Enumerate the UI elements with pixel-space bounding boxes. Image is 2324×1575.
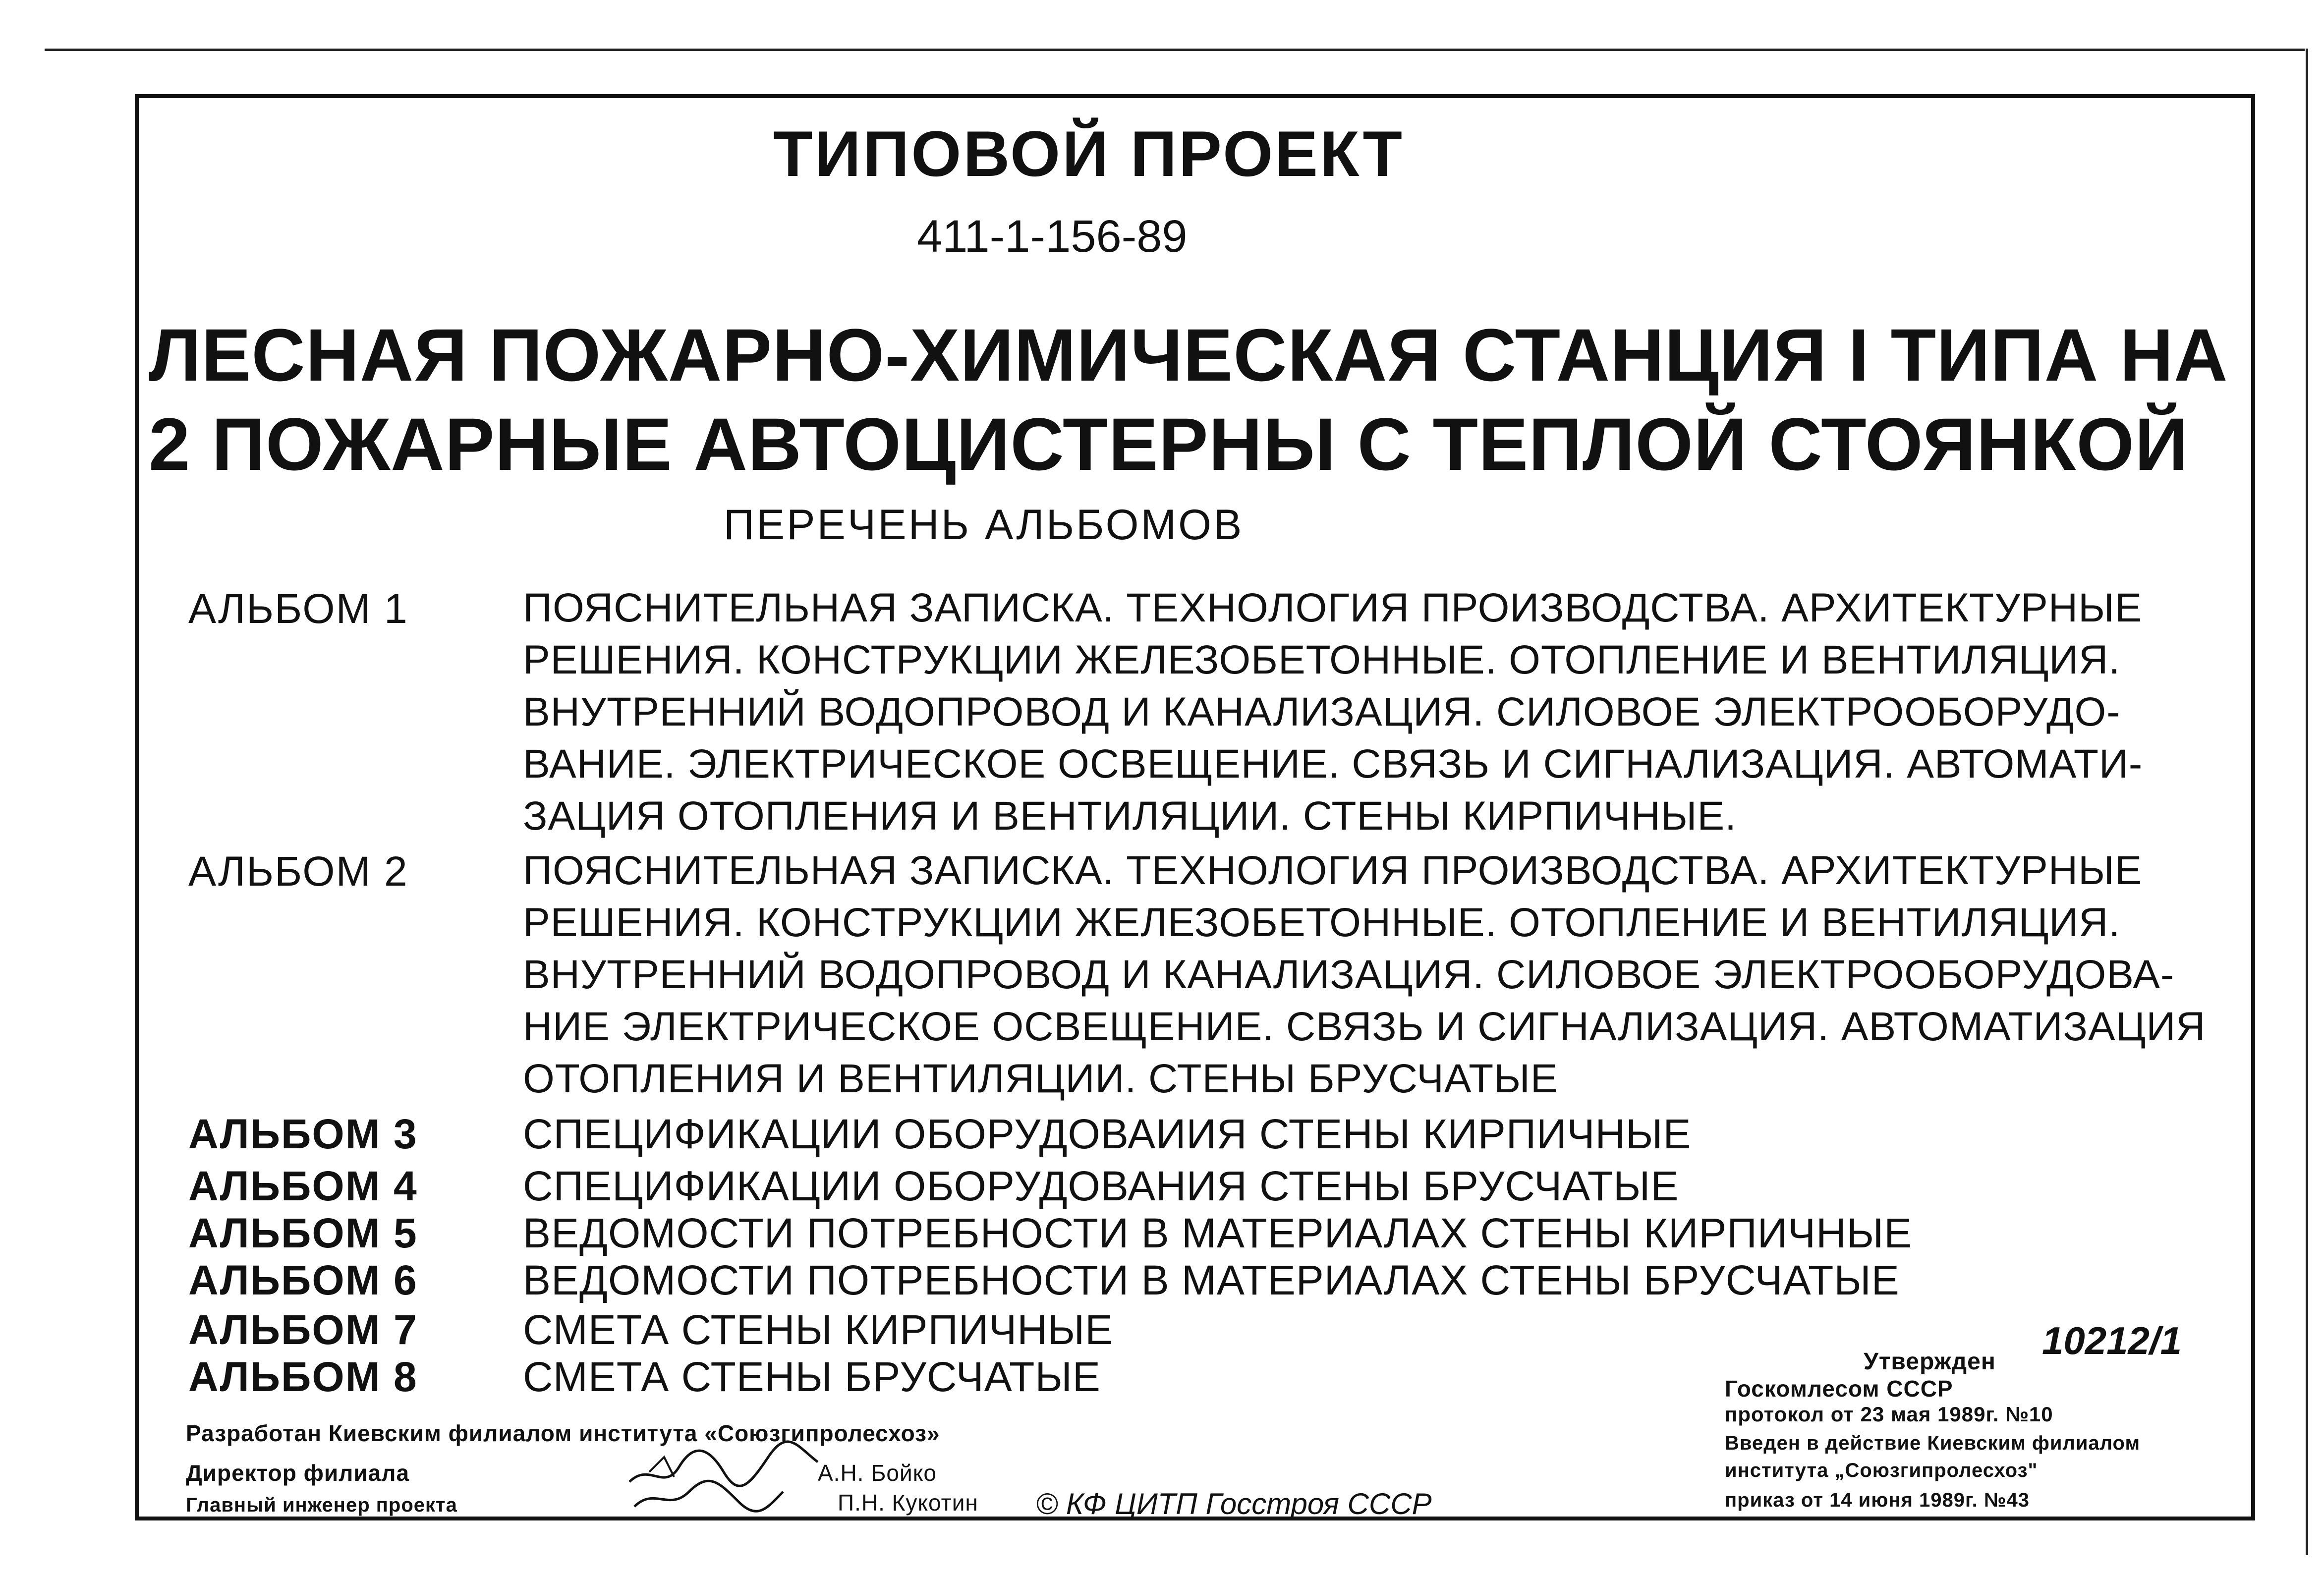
developer-line: Разработан Киевским филиалом института «Союзгипролесхоз» [186,1420,940,1446]
project-title-line-1: ЛЕСНАЯ ПОЖАРНО-ХИМИЧЕСКАЯ СТАНЦИЯ I ТИПА НА [149,313,2228,396]
album-label: АЛЬБОМ 3 [188,1111,418,1157]
approval-line: Введен в действие Киевским филиалом [1725,1432,2141,1454]
album-description-line: ВЕДОМОСТИ ПОТРЕБНОСТИ В МАТЕРИАЛАХ СТЕНЫ БРУСЧАТЫЕ [523,1257,1900,1303]
album-description-line: СМЕТА СТЕНЫ КИРПИЧНЫЕ [523,1306,1114,1353]
album-description-line: ВНУТРЕННИЙ ВОДОПРОВОД И КАНАЛИЗАЦИЯ. СИЛОВОЕ ЭЛЕКТРООБОРУДО- [523,689,2121,734]
album-label: АЛЬБОМ 8 [188,1353,418,1400]
project-title-line-2: 2 ПОЖАРНЫЕ АВТОЦИСТЕРНЫ С ТЕПЛОЙ СТОЯНКОЙ [149,402,2189,486]
chief-engineer-name: П.Н. Кукотин [838,1490,978,1516]
sheet-edge-right [2306,49,2308,1555]
album-description-line: ОТОПЛЕНИЯ И ВЕНТИЛЯЦИИ. СТЕНЫ БРУСЧАТЫЕ [523,1056,1558,1101]
album-description-line: СПЕЦИФИКАЦИИ ОБОРУДОВАНИЯ СТЕНЫ БРУСЧАТЫЕ [523,1163,1679,1209]
album-description-line: ЗАЦИЯ ОТОПЛЕНИЯ И ВЕНТИЛЯЦИИ. СТЕНЫ КИРПИЧНЫЕ. [523,793,1737,839]
project-number: 411-1-156-89 [917,211,1188,262]
chief-engineer-label: Главный инженер проекта [186,1494,457,1516]
album-description-line: ВНУТРЕННИЙ ВОДОПРОВОД И КАНАЛИЗАЦИЯ. СИЛОВОЕ ЭЛЕКТРООБОРУДОВА- [523,952,2175,997]
approval-line: Утвержден [1864,1349,1996,1375]
album-label: АЛЬБОМ 1 [188,585,408,632]
album-list-heading: ПЕРЕЧЕНЬ АЛЬБОМОВ [724,501,1244,549]
album-description-line: ВАНИЕ. ЭЛЕКТРИЧЕСКОЕ ОСВЕЩЕНИЕ. СВЯЗЬ И СИГНАЛИЗАЦИЯ. АВТОМАТИ- [523,741,2143,787]
album-description-line: РЕШЕНИЯ. КОНСТРУКЦИИ ЖЕЛЕЗОБЕТОННЫЕ. ОТОПЛЕНИЕ И ВЕНТИЛЯЦИЯ. [523,637,2121,682]
signatures-image [620,1427,828,1517]
album-label: АЛЬБОМ 6 [188,1257,418,1303]
approval-line: протокол от 23 мая 1989г. №10 [1725,1403,2053,1426]
album-description-line: СПЕЦИФИКАЦИИ ОБОРУДОВАИИЯ СТЕНЫ КИРПИЧНЫЕ [523,1111,1692,1157]
approval-line: института „Союзгипролесхоз" [1725,1460,2038,1481]
album-description-line: ВЕДОМОСТИ ПОТРЕБНОСТИ В МАТЕРИАЛАХ СТЕНЫ КИРПИЧНЫЕ [523,1210,1913,1256]
director-name: А.Н. Бойко [818,1460,937,1486]
approval-line: Госкомлесом СССР [1725,1376,1953,1402]
album-label: АЛЬБОМ 7 [188,1306,418,1353]
copyright-stamp: © КФ ЦИТП Госстроя СССР [1036,1487,1432,1520]
approval-line: приказ от 14 июня 1989г. №43 [1725,1489,2030,1511]
director-label: Директор филиала [186,1460,410,1486]
sheet-edge-top [45,49,2305,51]
album-description-line: СМЕТА СТЕНЫ БРУСЧАТЫЕ [523,1353,1101,1400]
album-label: АЛЬБОМ 4 [188,1163,418,1209]
album-label: АЛЬБОМ 5 [188,1210,418,1256]
archive-number: 10212/1 [2042,1319,2182,1362]
album-description-line: НИЕ ЭЛЕКТРИЧЕСКОЕ ОСВЕЩЕНИЕ. СВЯЗЬ И СИГНАЛИЗАЦИЯ. АВТОМАТИЗАЦИЯ [523,1004,2206,1049]
album-label: АЛЬБОМ 2 [188,848,408,895]
album-description-line: ПОЯСНИТЕЛЬНАЯ ЗАПИСКА. ТЕХНОЛОГИЯ ПРОИЗВОДСТВА. АРХИТЕКТУРНЫЕ [523,585,2143,630]
album-description-line: РЕШЕНИЯ. КОНСТРУКЦИИ ЖЕЛЕЗОБЕТОННЫЕ. ОТОПЛЕНИЕ И ВЕНТИЛЯЦИЯ. [523,900,2121,945]
document-type: ТИПОВОЙ ПРОЕКТ [773,117,1404,190]
album-description-line: ПОЯСНИТЕЛЬНАЯ ЗАПИСКА. ТЕХНОЛОГИЯ ПРОИЗВОДСТВА. АРХИТЕКТУРНЫЕ [523,848,2143,893]
